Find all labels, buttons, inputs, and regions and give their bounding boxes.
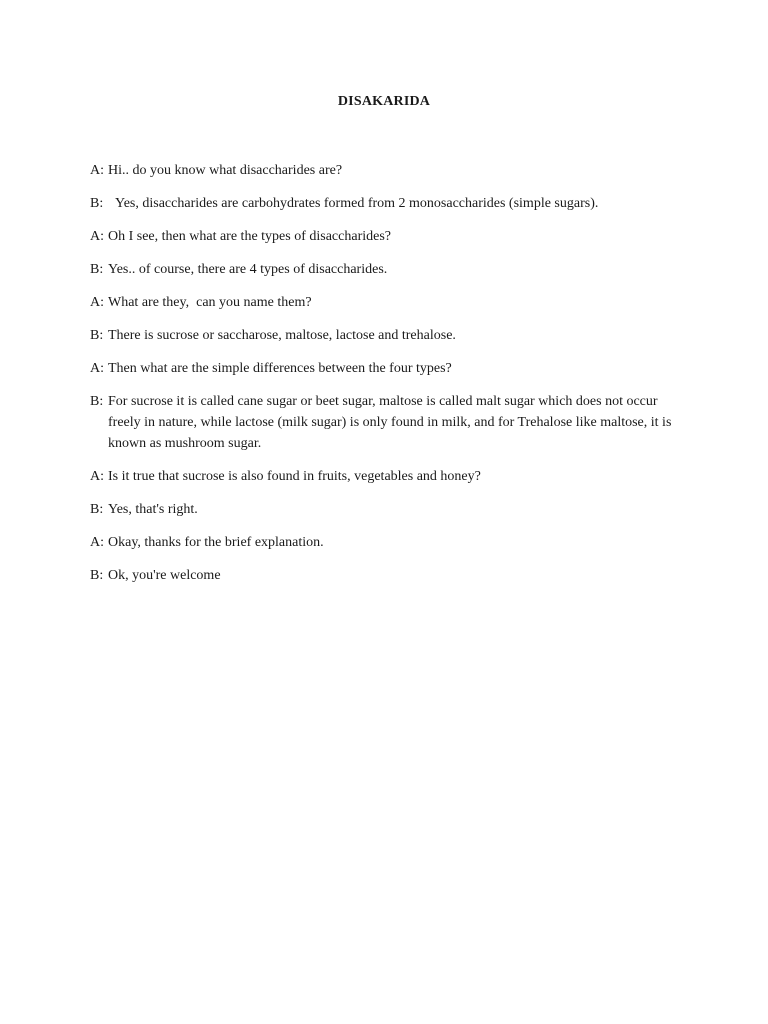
speaker-label: A: [90,469,104,484]
utterance-text: Yes, that's right. [108,502,198,517]
utterance-text: Yes, disaccharides are carbohydrates formed from 2 monosaccharides (simple sugars). [108,196,599,211]
dialogue-line [90,499,690,520]
dialogue-line [90,193,690,214]
dialogue-line [90,292,690,313]
speaker-label: B: [90,502,104,517]
utterance-text: There is sucrose or saccharose, maltose, lactose and trehalose. [108,328,456,343]
dialogue-line [90,565,690,586]
speaker-label: A: [90,535,104,550]
utterance-text: Yes.. of course, there are 4 types of disaccharides. [108,262,388,277]
document-title: DISAKARIDA [337,94,431,109]
utterance-text: Ok, you're welcome [108,568,221,583]
dialogue-line [90,325,690,346]
dialogue-line [90,532,690,553]
speaker-label: B: [90,328,104,343]
speaker-label: A: [90,229,104,244]
speaker-label: B: [90,394,104,409]
utterance-text: Hi.. do you know what disaccharides are? [108,163,343,178]
utterance-text: Is it true that sucrose is also found in fruits, vegetables and honey? [108,469,481,484]
utterance-text: Then what are the simple differences between the four types? [108,361,452,376]
speaker-label: A: [90,361,104,376]
utterance-text: Oh I see, then what are the types of disaccharides? [108,229,391,244]
dialogue-line [90,226,690,247]
utterance-text: What are they, can you name them? [108,295,312,310]
speaker-label: B: [90,196,104,211]
utterance-text: For sucrose it is called cane sugar or beet sugar, maltose is called malt sugar which does not occur freely in nature, while lactose (milk sugar) is only found in milk, and for Trehalose like maltose, it is known as mushroom sugar. [108,394,675,451]
dialogue-line [90,259,690,280]
dialogue-list [90,160,690,598]
dialogue-line [90,466,690,487]
dialogue-line [90,160,690,181]
speaker-label: B: [90,568,104,583]
speaker-label: B: [90,262,104,277]
dialogue-line [90,358,690,379]
speaker-label: A: [90,163,104,178]
utterance-text: Okay, thanks for the brief explanation. [108,535,324,550]
speaker-label: A: [90,295,104,310]
dialogue-line [90,391,690,454]
